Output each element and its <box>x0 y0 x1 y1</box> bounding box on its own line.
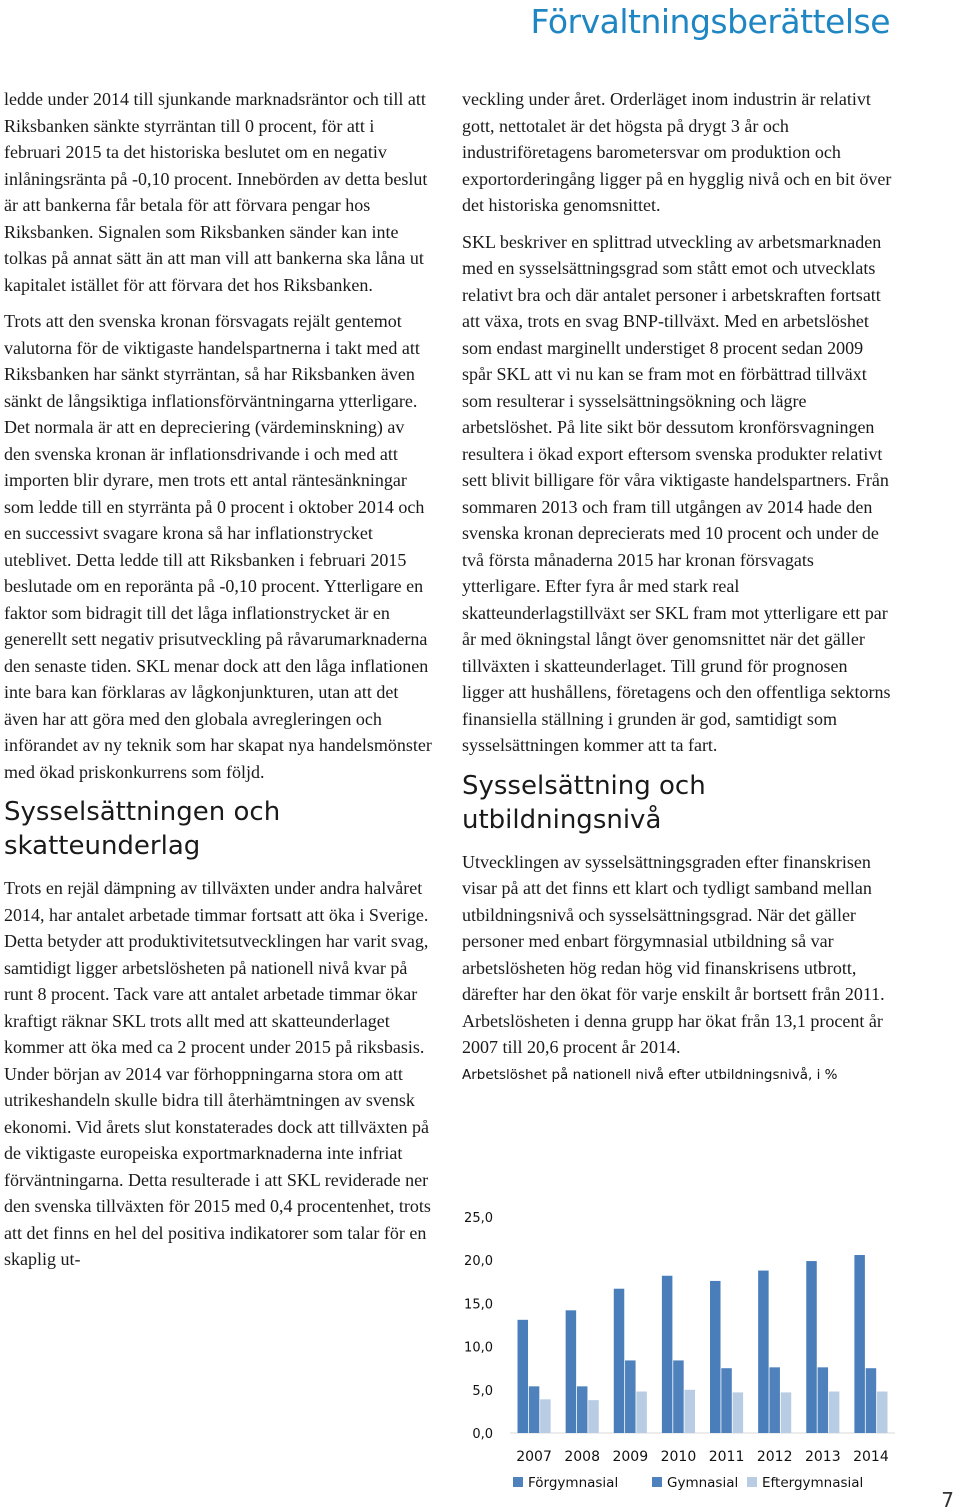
bar-eftergymnasial <box>684 1390 695 1433</box>
right-column <box>462 86 892 1083</box>
bar-gymnasial <box>529 1386 540 1433</box>
body-paragraph: veckling under året. Orderläget inom industrin är relativt gott, nettotalet är det högsta på drygt 3 år och industriföretagens barometersvar om produktion och exportorderingång ligger på en hygglig nivå och en bit över det historiska genomsnittet. <box>462 89 892 215</box>
page-header-title: Förvaltningsberättelse <box>530 2 890 41</box>
bar-förgymnasial <box>758 1271 769 1433</box>
y-tick-label: 0,0 <box>472 1427 493 1442</box>
legend-label: Gymnasial <box>667 1475 739 1491</box>
bar-gymnasial <box>866 1368 877 1433</box>
y-tick-label: 25,0 <box>464 1211 493 1226</box>
bar-gymnasial <box>721 1368 732 1433</box>
body-paragraph: ledde under 2014 till sjunkande marknadsräntor och till att Riksbanken sänkte styrräntan till 0 procent, för att i februari 2015 ta det historiska beslutet om en negativ inlåningsränta på -0,10 procent. Innebörden av detta beslut är att bankerna får betala för att förvara pengar hos Riksbanken. Signalen som Riksbanken sänder kan inte tolkas på annat sätt än att man vill att bankerna ska låna ut kapitalet istället för att förvara det hos Riksbanken. <box>4 89 428 295</box>
left-column <box>4 86 432 1283</box>
y-tick-label: 15,0 <box>464 1297 493 1313</box>
legend-swatch <box>747 1477 757 1487</box>
bar-eftergymnasial <box>781 1392 792 1433</box>
x-tick-label: 2012 <box>756 1449 793 1465</box>
bar-gymnasial <box>673 1360 684 1433</box>
y-tick-label: 20,0 <box>464 1254 493 1270</box>
x-tick-label: 2010 <box>660 1449 697 1465</box>
legend-label: Eftergymnasial <box>762 1475 864 1491</box>
y-tick-label: 10,0 <box>464 1340 493 1356</box>
x-tick-label: 2013 <box>804 1449 841 1465</box>
body-paragraph: Utvecklingen av sysselsättningsgraden efter finanskrisen visar på att det finns ett klart och tydligt samband mellan utbildningsnivå och sysselsättningsgrad. När det gäller personer med enbart förgymnasial utbildning så var arbetslösheten hög redan hög vid finanskrisens utbrott, därefter har den ökat för varje enskilt år bortsett från 2011. Arbetslösheten i denna grupp har ökat från 13,1 procent år 2007 till 20,6 procent år 2014. <box>462 851 885 1057</box>
bar-förgymnasial <box>662 1276 673 1433</box>
y-tick-label: 5,0 <box>472 1383 493 1399</box>
unemployment-bar-chart <box>455 1195 905 1505</box>
bar-förgymnasial <box>518 1320 529 1433</box>
bar-eftergymnasial <box>588 1400 599 1433</box>
bar-förgymnasial <box>806 1261 817 1433</box>
bar-förgymnasial <box>854 1255 865 1433</box>
bar-förgymnasial <box>710 1281 721 1433</box>
bar-eftergymnasial <box>540 1399 551 1433</box>
bar-eftergymnasial <box>636 1392 647 1433</box>
bar-gymnasial <box>818 1367 829 1433</box>
section-heading: Sysselsättningen och skatteunderlag <box>4 797 281 861</box>
legend-label: Förgymnasial <box>528 1475 619 1491</box>
bar-förgymnasial <box>614 1289 625 1433</box>
x-tick-label: 2007 <box>516 1449 552 1465</box>
section-heading: Sysselsättning och utbildningsnivå <box>462 770 706 835</box>
bar-eftergymnasial <box>829 1392 840 1433</box>
legend-swatch <box>652 1477 662 1487</box>
bar-eftergymnasial <box>877 1392 888 1433</box>
legend-swatch <box>513 1477 523 1487</box>
bar-eftergymnasial <box>733 1392 744 1433</box>
body-paragraph: Trots att den svenska kronan försvagats rejält gentemot valutorna för de viktigaste handelspartnerna i takt med att Riksbanken har sänkt styrräntan, så har Riksbanken även sänkt de långsiktiga inflationsförväntningarna ytterligare. Det normala är att en depreciering (värdeminskning) av den svenska kronan är inflationsdrivande i och med att importen blir dyrare, men trots ett antal räntesänkningar som ledde till en styrränta på 0 procent i oktober 2014 och en successivt svagare krona så har inflationstrycket uteblivet. Detta ledde till att Riksbanken i februari 2015 beslutade om en reporänta på -0,10 procent. Ytterligare en faktor som bidragit till det låga inflationstrycket är en generellt sett negativ prisutveckling på råvarumarknaderna den senaste tiden. SKL menar dock att den låga inflationen inte bara kan förklaras av lågkonjunkturen, utan att det även har att göra med den globala avregleringen och införandet av ny teknik som har skapat nya handelsmönster med ökad priskonkurrens som följd. <box>4 311 432 782</box>
x-tick-label: 2009 <box>612 1449 649 1465</box>
page-number: 7 <box>941 1488 954 1512</box>
body-paragraph: SKL beskriver en splittrad utveckling av arbetsmarknaden med en sysselsättningsgrad som stått emot och utvecklats relativt bra och där antalet personer i arbetskraften fortsatt att växa, trots en svag BNP-tillväxt. Med en arbetslöshet som endast marginellt understiget 8 procent sedan 2009 spår SKL att vi nu kan se fram mot en förbättrad tillväxt som resulterar i sysselsättningsökning och lägre arbetslöshet. På lite sikt bör dessutom kronförsvagningen resultera i ökad export eftersom svenska produkter relativt sett blivit billigare för våra viktigaste handelspartners. Från sommaren 2013 och fram till utgången av 2014 hade den svenska kronan deprecierats med 10 procent och under de två första månaderna 2015 har kronan försvagats ytterligare. Efter fyra år med stark real skatteunderlagstillväxt ser SKL fram mot ytterligare ett par år med ökningstal långt över genomsnittet när det gäller tillväxten i skatteunderlaget. Till grund för prognosen ligger att hushållens, företagens och den offentliga sektorns finansiella ställning i grunden är god, samtidigt som sysselsättningen kommer att ta fart. <box>462 231 891 755</box>
bar-gymnasial <box>625 1360 636 1433</box>
bar-gymnasial <box>769 1367 780 1433</box>
x-tick-label: 2008 <box>564 1449 601 1465</box>
bar-gymnasial <box>577 1386 588 1433</box>
bar-förgymnasial <box>566 1310 577 1433</box>
body-paragraph: Trots en rejäl dämpning av tillväxten under andra halvåret 2014, har antalet arbetade timmar fortsatt att öka i Sverige. Detta betyder att produktivitetsutvecklingen har varit svag, samtidigt ligger arbetslösheten på nationell nivå kvar på runt 8 procent. Tack vare att antalet arbetade timmar ökar kraftigt räknar SKL trots allt med att skatteunderlaget kommer att öka med ca 2 procent under 2015 på riksbasis. Under början av 2014 var förhoppningarna stora om att utrikeshandeln skulle bidra till återhämtningen av svensk ekonomi. Vid årets slut konstaterades dock att tillväxten på de viktigaste europeiska exportmarknaderna inte infriat förväntningarna. Detta resulterade i att SKL reviderade ner den svenska tillväxten för 2015 med 0,4 procentenhet, trots att det finns en hel del positiva indikatorer som talar för en skaplig ut- <box>4 878 431 1269</box>
x-tick-label: 2011 <box>708 1449 745 1465</box>
x-tick-label: 2014 <box>853 1449 889 1465</box>
chart-title: Arbetslöshet på nationell nivå efter utbildningsnivå, i % <box>462 1066 838 1083</box>
